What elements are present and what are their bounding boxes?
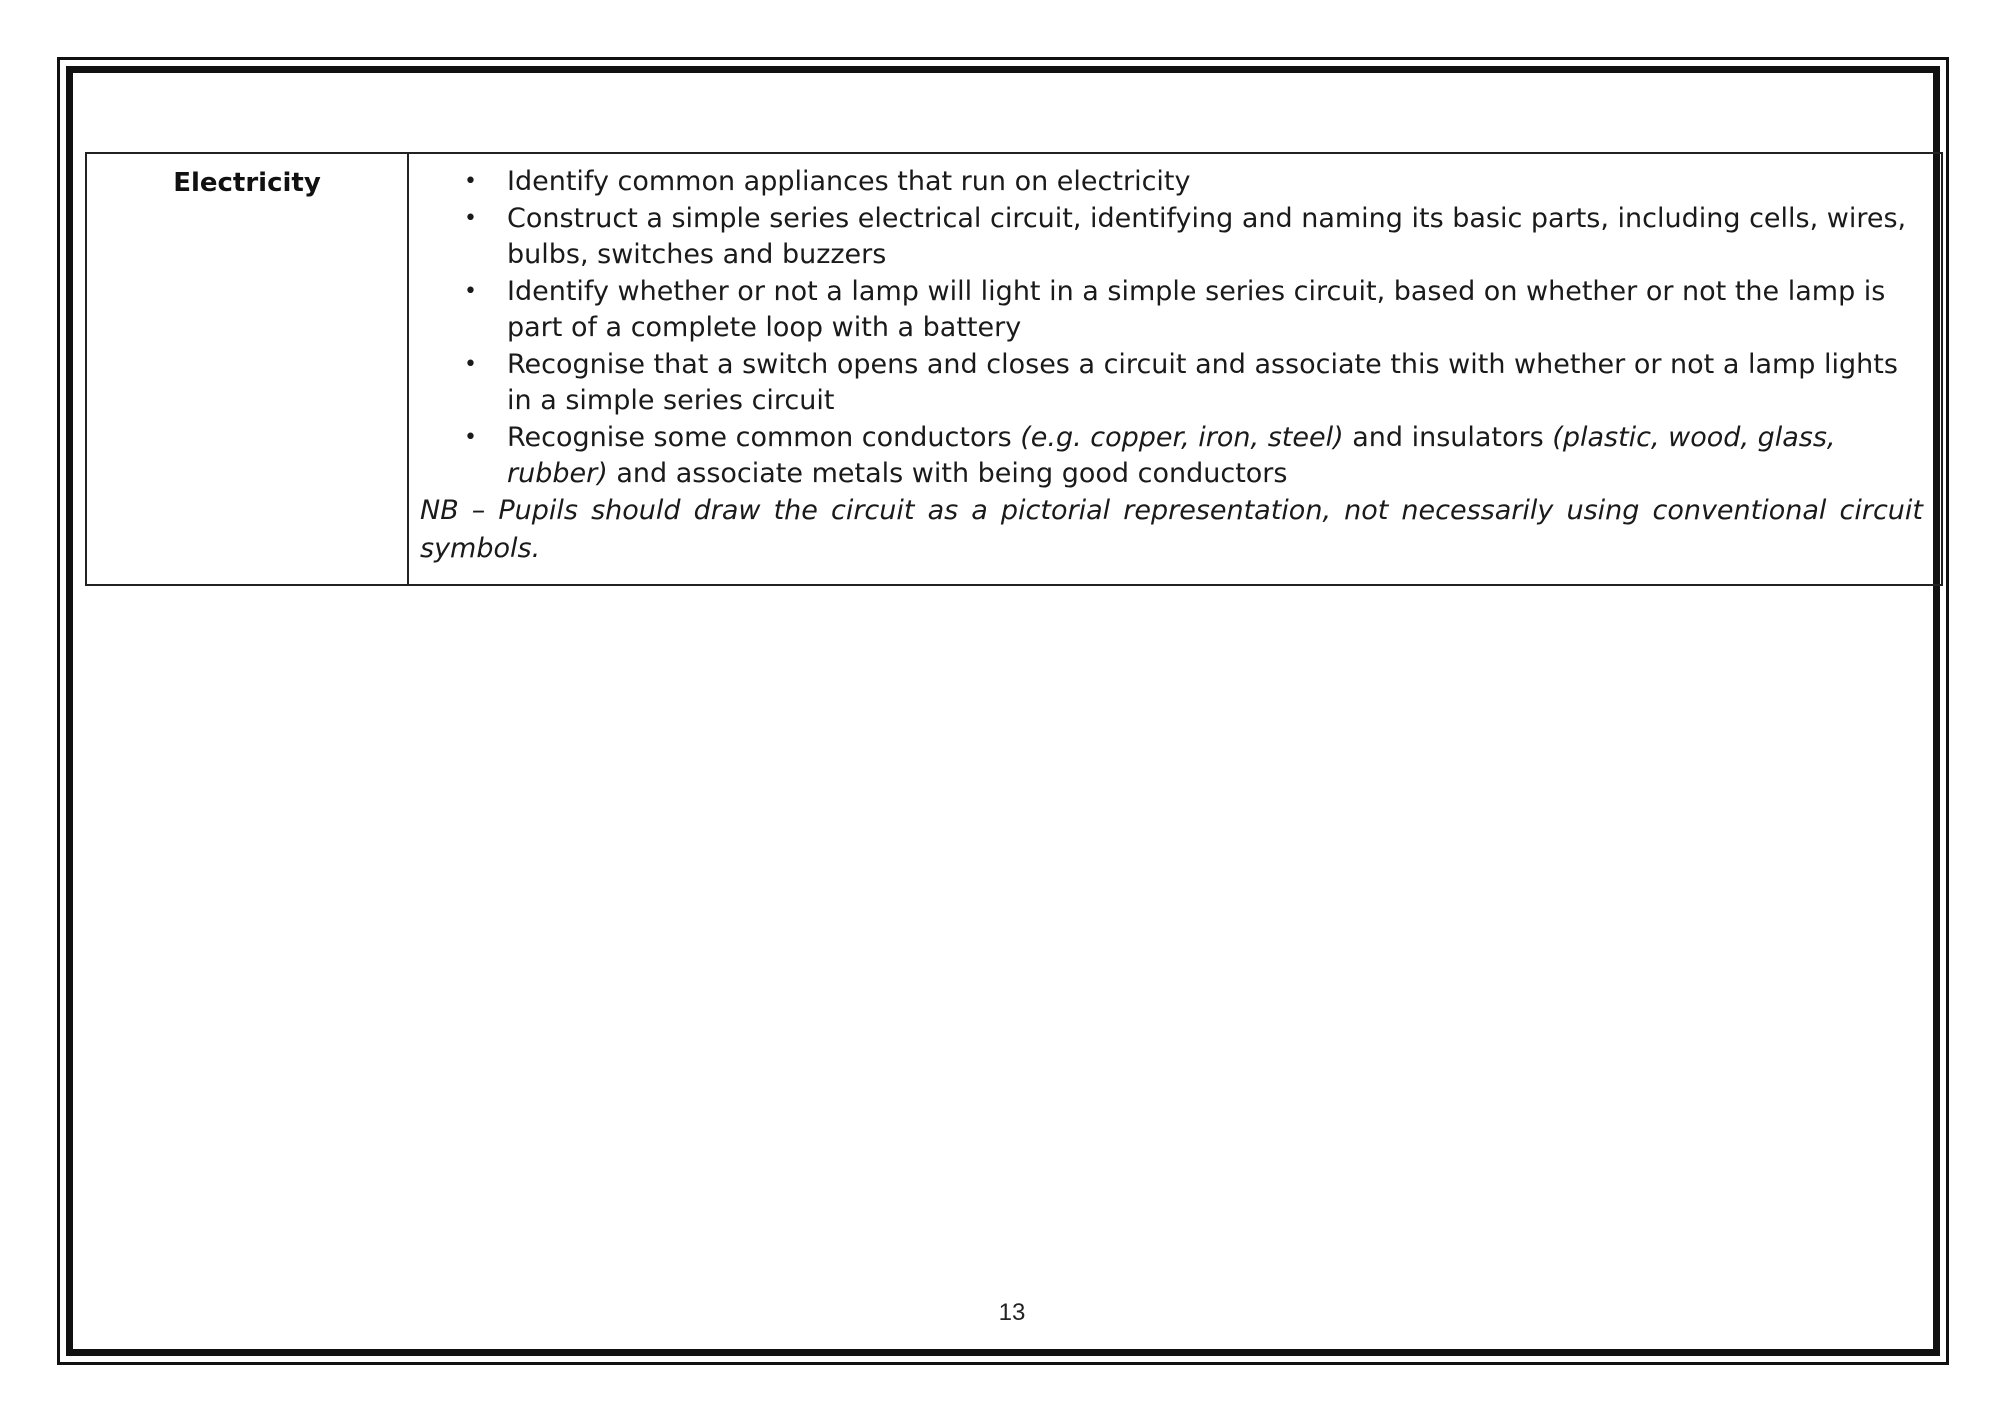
objective-text: and associate metals with being good conductors <box>607 458 1288 489</box>
curriculum-table <box>85 152 1943 586</box>
objectives-list <box>420 164 1927 492</box>
objective-text: Recognise that a switch opens and closes a circuit and associate this with whether or not a lamp lights in a simple series circuit <box>507 349 1898 416</box>
objective-example-text: (e.g. copper, iron, steel) <box>1020 422 1344 453</box>
list-item <box>420 347 1927 419</box>
bullet-icon: • <box>464 206 477 231</box>
objective-text: Construct a simple series electrical circuit, identifying and naming its basic parts, including cells, wires, bulbs, switches and buzzers <box>507 203 1907 270</box>
bullet-icon: • <box>464 425 477 450</box>
content-cell <box>408 153 1942 585</box>
page-number: 13 <box>998 1299 1026 1326</box>
objective-text: Identify whether or not a lamp will light in a simple series circuit, based on whether or not the lamp is part of a complete loop with a battery <box>507 276 1886 343</box>
bullet-icon: • <box>464 169 477 194</box>
list-item <box>420 201 1927 273</box>
objective-text: Identify common appliances that run on electricity <box>507 166 1191 197</box>
objective-example-text: (plastic, wood, glass, rubber) <box>507 422 1836 489</box>
table-row <box>86 153 1942 585</box>
objective-text: Recognise some common conductors <box>507 422 1021 453</box>
list-item <box>420 164 1927 200</box>
bullet-icon: • <box>464 352 477 377</box>
teaching-note: NB – Pupils should draw the circuit as a pictorial representation, not necessarily using conventional circuit symbols. <box>420 495 1923 564</box>
list-item <box>420 420 1927 492</box>
list-item <box>420 274 1927 346</box>
bullet-icon: • <box>464 279 477 304</box>
objective-text: and insulators <box>1343 422 1553 453</box>
topic-label: Electricity <box>173 168 321 198</box>
topic-cell <box>86 153 408 585</box>
